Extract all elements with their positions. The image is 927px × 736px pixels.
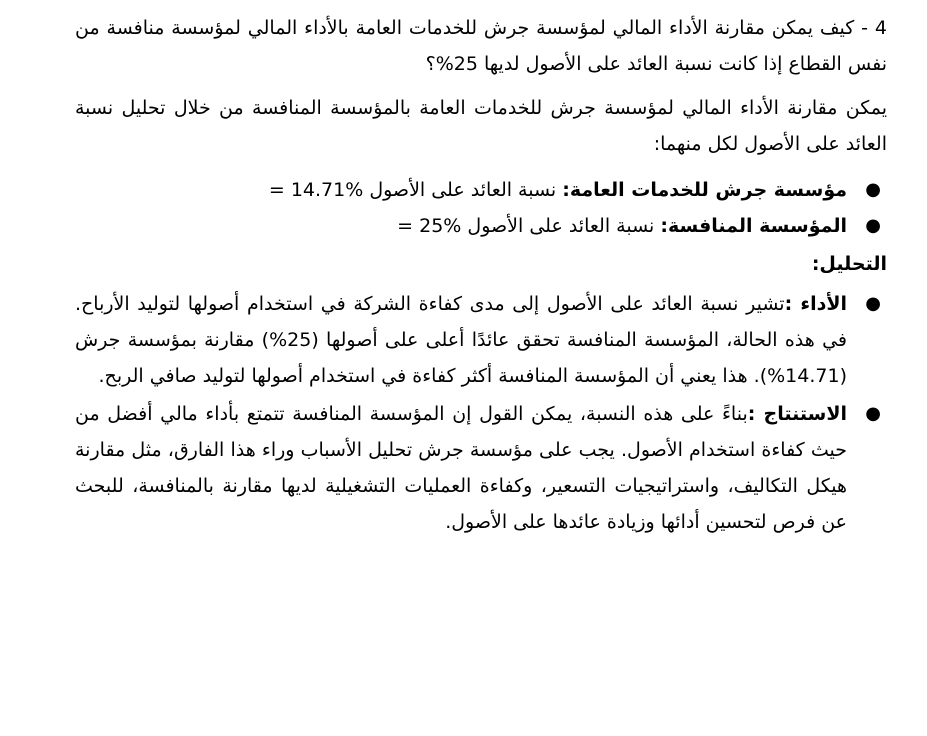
analysis-text: بناءً على هذه النسبة، يمكن القول إن المؤسسة المنافسة تتمتع بأداء مالي أفضل من حيث كفاءة استخدام الأصول. يجب على مؤسسة جرش تحليل الأسباب وراء هذا الفارق، مثل مقارنة هيكل التكاليف، واستراتيجيات التسعير، وكفاءة العمليات التشغيلية لديها مقارنة بالمنافسة، للبحث عن فرص لتحسين أدائها وزيادة عائدها على الأصول. <box>75 403 847 533</box>
question-paragraph <box>75 10 887 82</box>
summary-label: المؤسسة المنافسة: <box>660 215 847 237</box>
summary-item-jerash <box>75 172 887 208</box>
summary-value: = 25% <box>397 215 462 237</box>
analysis-item-performance <box>75 286 887 394</box>
summary-item-competitor <box>75 208 887 244</box>
intro-paragraph: يمكن مقارنة الأداء المالي لمؤسسة جرش للخدمات العامة بالمؤسسة المنافسة من خلال تحليل نسبة العائد على الأصول لكل منهما: <box>75 97 887 155</box>
bullet-icon: ● <box>865 215 881 236</box>
summary-value: = 14.71% <box>268 179 364 201</box>
summary-label: مؤسسة جرش للخدمات العامة: <box>562 179 847 201</box>
roa-summary-list <box>75 172 887 244</box>
analysis-text: تشير نسبة العائد على الأصول إلى مدى كفاءة الشركة في استخدام أصولها لتوليد الأرباح. في هذه الحالة، المؤسسة المنافسة تحقق عائدًا أعلى على أصولها (25%) مقارنة بمؤسسة جرش (14.71%). هذا يعني أن المؤسسة المنافسة أكثر كفاءة في استخدام أصولها لتوليد صافي الربح. <box>75 293 847 387</box>
analysis-list <box>75 286 887 540</box>
analysis-item-conclusion <box>75 396 887 540</box>
analysis-label: الاستنتاج : <box>747 403 847 425</box>
summary-metric: نسبة العائد على الأصول <box>369 179 557 201</box>
bullet-icon: ● <box>865 179 881 200</box>
bullet-icon: ● <box>865 293 881 314</box>
analysis-label: الأداء : <box>784 293 847 315</box>
analysis-heading: التحليل: <box>811 253 887 275</box>
question-number: 4 - <box>861 17 887 39</box>
document-page <box>75 10 887 542</box>
summary-metric: نسبة العائد على الأصول <box>467 215 655 237</box>
question-text: كيف يمكن مقارنة الأداء المالي لمؤسسة جرش للخدمات العامة بالأداء المالي لمؤسسة منافسة من نفس القطاع إذا كانت نسبة العائد على الأصول لديها 25%؟ <box>75 17 887 75</box>
bullet-icon: ● <box>865 403 881 424</box>
